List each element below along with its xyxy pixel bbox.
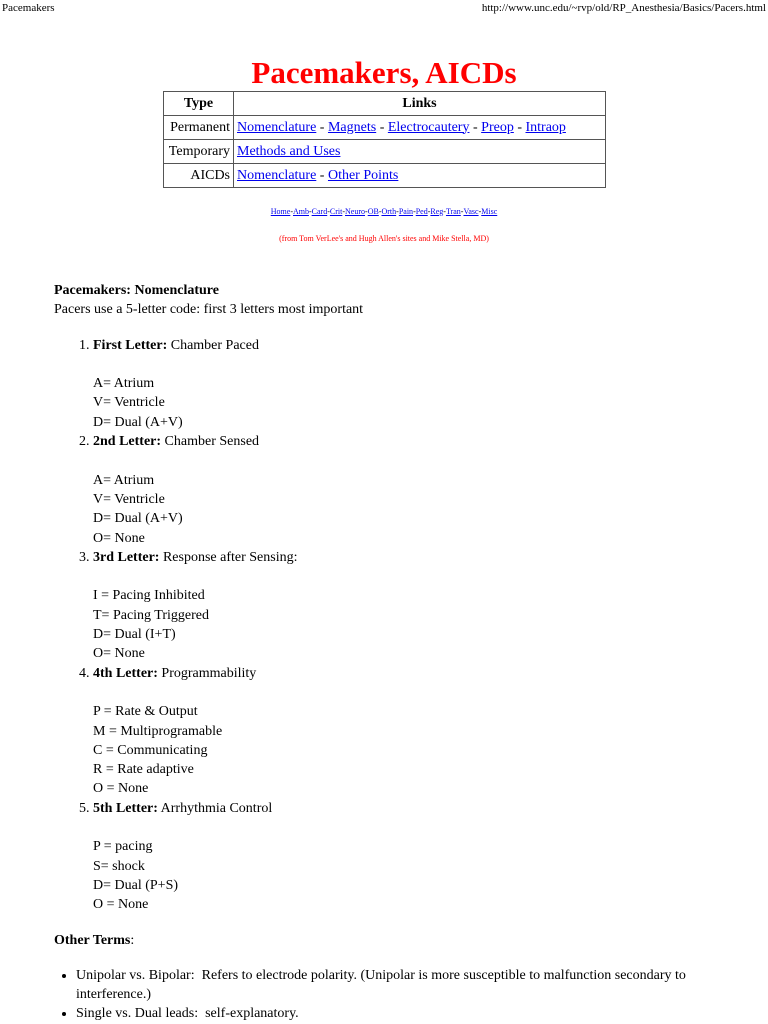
list-item — [76, 1004, 734, 1023]
list-item — [93, 432, 734, 548]
col-links-header: Links — [234, 92, 606, 116]
link-intraop[interactable]: Intraop — [525, 119, 566, 135]
letter-options — [93, 374, 734, 432]
term-name: Unipolar vs. Bipolar: — [76, 967, 195, 983]
nav-link-tran[interactable]: Tran — [445, 207, 461, 216]
nav-link-card[interactable]: Card — [311, 207, 328, 216]
col-type-header: Type — [164, 92, 234, 116]
option: D= Dual (A+V) — [93, 414, 183, 430]
table-row — [164, 140, 606, 164]
list-item — [93, 336, 734, 432]
row-type: Temporary — [164, 140, 234, 164]
letter-label: 2nd Letter: — [93, 434, 162, 450]
nav-link-neuro[interactable]: Neuro — [345, 207, 366, 216]
nav-link-pain[interactable]: Pain — [398, 207, 414, 216]
credit-note: (from Tom VerLee's and Hugh Allen's sites and Mike Stella, MD) — [279, 234, 489, 243]
option: V= Ventricle — [93, 491, 165, 507]
letter-label: 3rd Letter: — [93, 549, 160, 565]
nomenclature-intro: Pacers use a 5-letter code: first 3 letters most important — [54, 302, 364, 318]
row-type: Permanent — [164, 116, 234, 140]
option: A= Atrium — [93, 376, 155, 392]
term-text: self-explanatory. — [205, 1006, 299, 1022]
page-title-header: Pacemakers — [2, 2, 55, 14]
other-terms-heading: Other Terms — [54, 932, 131, 948]
option: I = Pacing Inhibited — [93, 588, 205, 604]
term-text: Refers to electrode polarity. (Unipolar is more susceptible to malfunction secondary to interference.) — [76, 967, 686, 1003]
nav-link-home[interactable]: Home — [270, 207, 291, 216]
letter-label: 4th Letter: — [93, 665, 158, 681]
term-name: Single vs. Dual leads: — [76, 1006, 199, 1022]
nav-link-amb[interactable]: Amb — [292, 207, 309, 216]
nav-link-ped[interactable]: Ped — [415, 207, 428, 216]
page-title: Pacemakers, AICDs — [251, 55, 517, 90]
letter-options — [93, 586, 734, 663]
print-header — [0, 0, 768, 16]
link-aicd-nomenclature[interactable]: Nomenclature — [237, 167, 317, 183]
option: D= Dual (P+S) — [93, 877, 179, 893]
option: P = pacing — [93, 839, 153, 855]
nav-link-ob[interactable]: OB — [367, 207, 379, 216]
nav-link-misc[interactable]: Misc — [481, 207, 498, 216]
link-nomenclature[interactable]: Nomenclature — [237, 119, 317, 135]
letter-options — [93, 837, 734, 914]
option: S= shock — [93, 858, 145, 874]
link-magnets[interactable]: Magnets — [327, 119, 377, 135]
list-item — [93, 548, 734, 664]
letter-options — [93, 702, 734, 798]
nav-link-orth[interactable]: Orth — [381, 207, 397, 216]
row-links: Nomenclature - Magnets - Electrocautery - Preop - Intraop — [234, 116, 606, 140]
letter-options — [93, 471, 734, 548]
letter-desc: Arrhythmia Control — [160, 800, 273, 816]
option: T= Pacing Triggered — [93, 607, 209, 623]
letter-label: 5th Letter: — [93, 800, 158, 816]
link-other-points[interactable]: Other Points — [327, 167, 399, 183]
letter-desc: Chamber Paced — [170, 337, 259, 353]
list-item — [93, 664, 734, 799]
row-links: Nomenclature - Other Points — [234, 164, 606, 188]
link-preop[interactable]: Preop — [481, 119, 514, 135]
option: O= None — [93, 646, 145, 662]
other-terms-heading-line — [54, 931, 734, 950]
option: O = None — [93, 897, 149, 913]
letter-desc: Programmability — [161, 665, 257, 681]
option: P = Rate & Output — [93, 704, 198, 720]
option: D= Dual (I+T) — [93, 627, 176, 643]
option: D= Dual (A+V) — [93, 511, 183, 527]
main-content — [54, 281, 734, 1024]
section-nav: Home-Amb-Card-Crit-Neuro-OB-Orth-Pain-Ped-Reg-Tran-Vasc-Misc — [270, 207, 498, 216]
list-item — [93, 799, 734, 915]
letter-desc: Response after Sensing: — [162, 549, 298, 565]
link-methods-and-uses[interactable]: Methods and Uses — [237, 143, 341, 159]
nomenclature-heading: Pacemakers: Nomenclature — [54, 283, 219, 298]
option: A= Atrium — [93, 472, 155, 488]
table-header-row — [164, 92, 606, 116]
nav-link-crit[interactable]: Crit — [329, 207, 343, 216]
page-url: http://www.unc.edu/~rvp/old/RP_Anesthesia/Basics/Pacers.html — [481, 2, 766, 14]
list-item — [76, 966, 734, 1005]
link-electrocautery[interactable]: Electrocautery — [387, 119, 470, 135]
other-terms-list — [54, 966, 734, 1024]
option: R = Rate adaptive — [93, 762, 194, 778]
row-links — [234, 140, 606, 164]
table-row — [164, 164, 606, 188]
heading-colon: : — [130, 932, 135, 948]
letter-desc: Chamber Sensed — [164, 434, 260, 450]
option: O= None — [93, 530, 145, 546]
option: M = Multiprogramable — [93, 723, 223, 739]
nav-link-vasc[interactable]: Vasc — [463, 207, 479, 216]
letter-label: First Letter: — [93, 337, 168, 353]
letter-code-list — [54, 336, 734, 915]
row-type: AICDs — [164, 164, 234, 188]
nav-link-reg[interactable]: Reg — [430, 207, 444, 216]
table-row — [164, 116, 606, 140]
option: O = None — [93, 781, 149, 797]
option: C = Communicating — [93, 742, 208, 758]
links-table — [163, 91, 606, 188]
option: V= Ventricle — [93, 395, 165, 411]
